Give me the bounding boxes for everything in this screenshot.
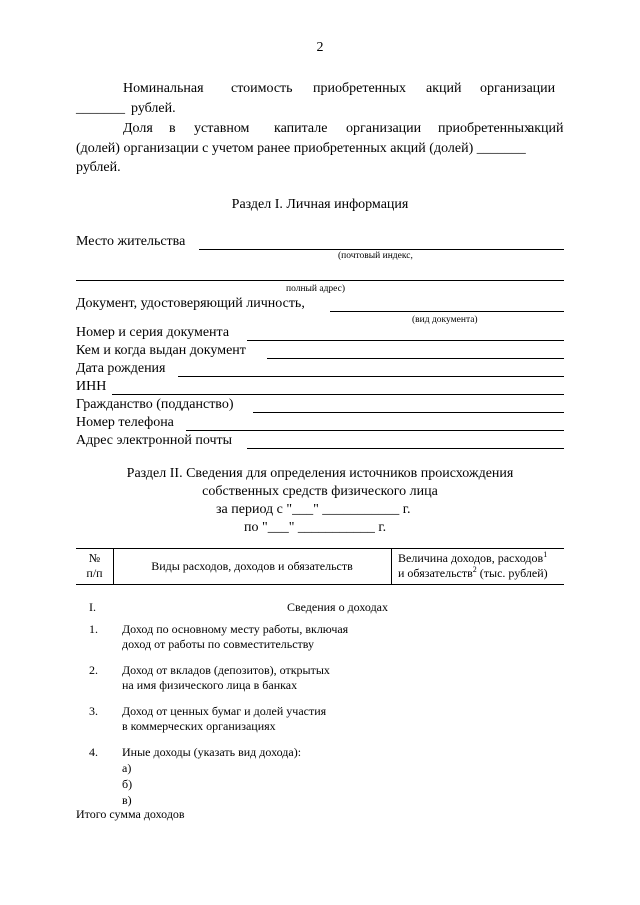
section-1-title: Раздел I. Личная информация xyxy=(231,197,409,212)
doc-number-line[interactable] xyxy=(247,340,564,341)
phone-label: Номер телефона xyxy=(76,415,174,430)
period-from: за период с "___" ___________ г. xyxy=(216,502,411,517)
intro-word-2: стоимость xyxy=(231,81,293,96)
share-word-1: Доля xyxy=(123,121,153,136)
income-item-3-number: 3. xyxy=(89,704,98,718)
intro-word-4: акций xyxy=(426,81,462,96)
citizenship-line[interactable] xyxy=(253,412,564,413)
income-total-label: Итого сумма доходов xyxy=(76,807,185,821)
col-value-line-2: и обязательств$^2$ (тыс. рублей) xyxy=(398,565,548,580)
share-word-2: в xyxy=(169,121,176,136)
footnote-2-mark: 2 xyxy=(472,565,477,574)
income-item-1-line-2: доход от работы по совместительству xyxy=(122,637,315,651)
citizenship-label: Гражданство (подданство) xyxy=(76,397,234,412)
doc-number-label: Номер и серия документа xyxy=(76,325,230,340)
income-item-4-line-1: Иные доходы (указать вид дохода): xyxy=(122,745,302,759)
section-2-title-line-1: Раздел II. Сведения для определения источников происхождения xyxy=(126,466,514,481)
income-header: Сведения о доходах xyxy=(287,600,388,614)
inn-label: ИНН xyxy=(76,379,107,394)
section-2-title-line-2: собственных средств физического лица xyxy=(202,484,438,499)
share-word-7: акций xyxy=(528,121,564,136)
full-address-line[interactable] xyxy=(76,280,564,281)
income-sub-a: а) xyxy=(122,761,132,775)
income-sub-b: б) xyxy=(122,777,133,791)
postal-index-hint: (почтовый индекс, xyxy=(338,251,413,261)
income-item-1-number: 1. xyxy=(89,622,98,636)
share-word-5: организации xyxy=(346,121,422,136)
email-label: Адрес электронной почты xyxy=(76,433,233,448)
share-line-2: (долей) организации с учетом ранее приобретенных акций (долей) _______ xyxy=(76,141,526,156)
period-to: по "___" ___________ г. xyxy=(244,520,387,535)
table-bottom-border xyxy=(76,584,564,585)
col-type-header: Виды расходов, доходов и обязательств xyxy=(151,559,353,573)
page-number: 2 xyxy=(316,40,324,55)
birth-date-label: Дата рождения xyxy=(76,361,166,376)
id-document-line[interactable] xyxy=(330,311,564,312)
footnote-1-mark: 1 xyxy=(543,550,548,559)
col-number-line-1: № xyxy=(88,551,101,565)
income-item-2-number: 2. xyxy=(89,663,98,677)
income-item-1-line-1: Доход по основному месту работы, включая xyxy=(122,622,349,636)
share-word-3: уставном xyxy=(194,121,250,136)
share-word-4: капитале xyxy=(274,121,328,136)
income-roman-numeral: I. xyxy=(89,600,96,614)
income-item-4-number: 4. xyxy=(89,745,98,759)
issued-by-line[interactable] xyxy=(267,358,564,359)
intro-word-1: Номинальная xyxy=(123,81,204,96)
full-address-hint: полный адрес) xyxy=(286,284,346,294)
income-sub-c: в) xyxy=(122,793,132,807)
intro-word-5: организации xyxy=(480,81,556,96)
residence-label: Место жительства xyxy=(76,234,186,249)
col-number-line-2: п/п xyxy=(86,566,103,580)
income-item-2-line-1: Доход от вкладов (депозитов), открытых xyxy=(122,663,330,677)
residence-line[interactable] xyxy=(199,249,564,250)
table-col-divider-2 xyxy=(391,548,392,584)
intro-rubles-1: рублей. xyxy=(131,101,176,116)
income-item-2-line-2: на имя физического лица в банках xyxy=(122,678,298,692)
col-value-line-1: Величина доходов, расходов$^1$ xyxy=(398,550,548,565)
email-line[interactable] xyxy=(247,448,564,449)
id-document-label: Документ, удостоверяющий личность, xyxy=(76,296,305,311)
inn-line[interactable] xyxy=(112,394,564,395)
phone-line[interactable] xyxy=(186,430,564,431)
income-item-3-line-2: в коммерческих организациях xyxy=(122,719,276,733)
share-word-6: приобретенных xyxy=(438,121,532,136)
intro-rubles-2: рублей. xyxy=(76,160,121,175)
birth-date-line[interactable] xyxy=(178,376,564,377)
table-top-border xyxy=(76,548,564,549)
intro-blank: _______ xyxy=(76,101,125,116)
document-type-hint: (вид документа) xyxy=(412,315,478,325)
intro-word-3: приобретенных xyxy=(313,81,407,96)
income-item-3-line-1: Доход от ценных бумаг и долей участия xyxy=(122,704,327,718)
issued-by-label: Кем и когда выдан документ xyxy=(76,343,246,358)
